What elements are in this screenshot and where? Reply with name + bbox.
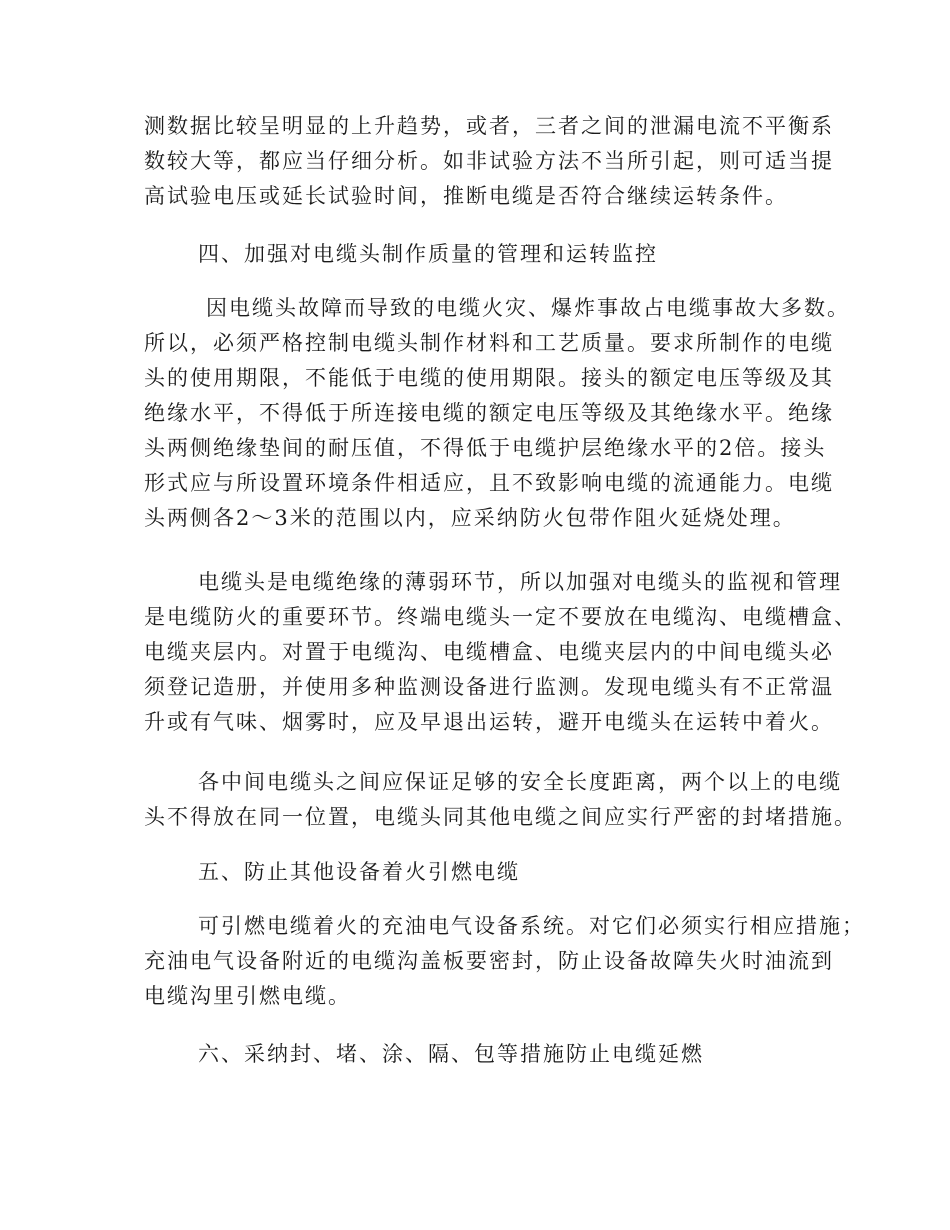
paragraph-line: 头两侧各2～3米的范围以内，应采纳防火包带作阻火延烧处理。 [144, 506, 796, 530]
paragraph-line: 形式应与所设置环境条件相适应，且不致影响电缆的流通能力。电缆 [144, 471, 834, 495]
paragraph-line: 测数据比较呈明显的上升趋势，或者，三者之间的泄漏电流不平衡系 [144, 114, 834, 138]
paragraph-line: 所以，必须严格控制电缆头制作材料和工艺质量。要求所制作的电缆 [144, 331, 834, 355]
section-heading: 四、加强对电缆头制作质量的管理和运转监控 [198, 242, 658, 266]
paragraph-line: 须登记造册，并使用多种监测设备进行监测。发现电缆头有不正常温 [144, 675, 834, 699]
paragraph-line: 电缆头是电缆绝缘的薄弱环节，所以加强对电缆头的监视和管理 [198, 570, 842, 594]
paragraph-line: 升或有气味、烟雾时，应及早退出运转，避开电缆头在运转中着火。 [144, 710, 834, 734]
section-heading: 五、防止其他设备着火引燃电缆 [198, 860, 520, 884]
paragraph-line: 电缆沟里引燃电缆。 [144, 984, 351, 1008]
paragraph-line: 高试验电压或延长试验时间，推断电缆是否符合继续运转条件。 [144, 184, 788, 208]
paragraph-line: 是电缆防火的重要环节。终端电缆头一定不要放在电缆沟、电缆槽盒、 [144, 605, 857, 629]
paragraph-line: 头两侧绝缘垫间的耐压值，不得低于电缆护层绝缘水平的2倍。接头 [144, 436, 827, 460]
paragraph-line: 充油电气设备附近的电缆沟盖板要密封，防止设备故障失火时油流到 [144, 949, 834, 973]
paragraph-line: 头的使用期限，不能低于电缆的使用期限。接头的额定电压等级及其 [144, 366, 834, 390]
paragraph-line: 各中间电缆头之间应保证足够的安全长度距离，两个以上的电缆 [198, 770, 842, 794]
paragraph-line: 可引燃电缆着火的充油电气设备系统。对它们必须实行相应措施； [198, 914, 865, 938]
paragraph-line: 因电缆头故障而导致的电缆火灾、爆炸事故占电缆事故大多数。 [206, 296, 850, 320]
paragraph-line: 头不得放在同一位置，电缆头同其他电缆之间应实行严密的封堵措施。 [144, 805, 857, 829]
paragraph-line: 绝缘水平，不得低于所连接电缆的额定电压等级及其绝缘水平。绝缘 [144, 401, 834, 425]
paragraph-line: 数较大等，都应当仔细分析。如非试验方法不当所引起，则可适当提 [144, 149, 834, 173]
section-heading: 六、采纳封、堵、涂、隔、包等措施防止电缆延燃 [198, 1042, 704, 1066]
paragraph-line: 电缆夹层内。对置于电缆沟、电缆槽盒、电缆夹层内的中间电缆头必 [144, 640, 834, 664]
